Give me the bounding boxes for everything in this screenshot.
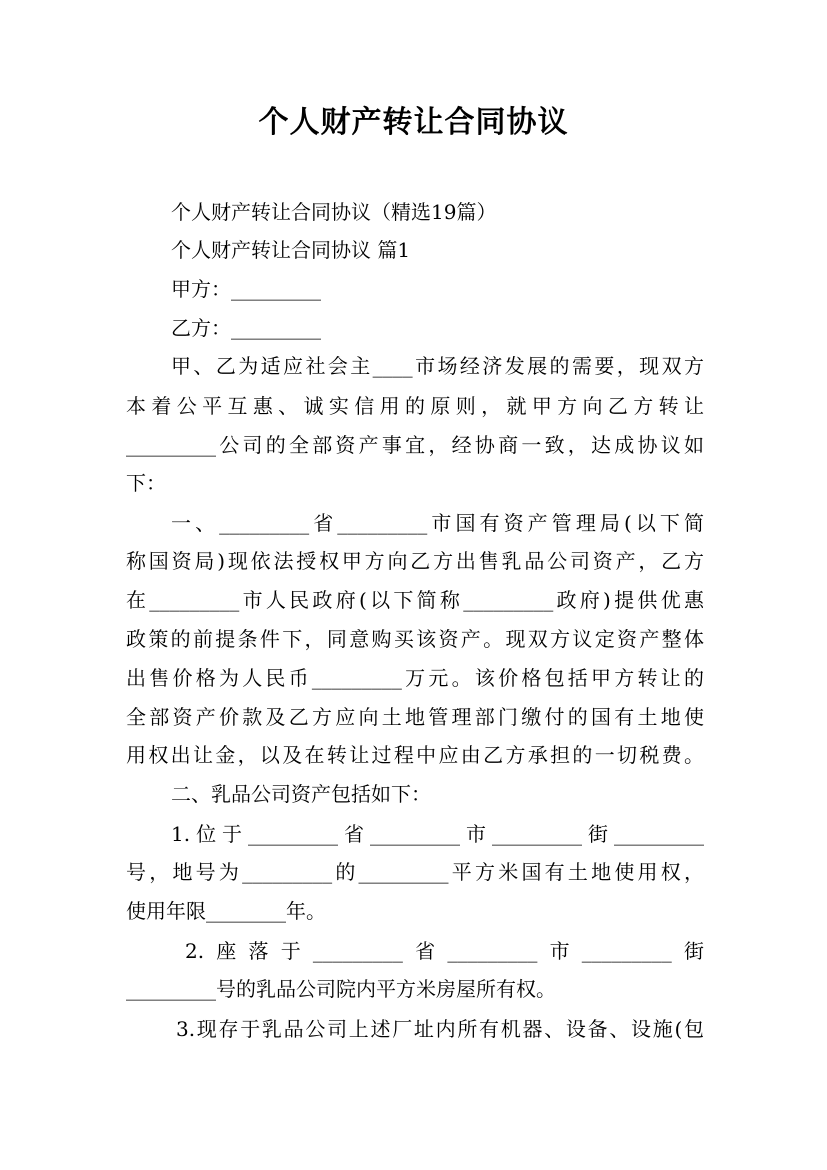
clause-one-line: 在_________市人民政府(以下简称_________政府)提供优惠 bbox=[126, 588, 704, 612]
clause-one-line: 出售价格为人民币_________万元。该价格包括甲方转让的 bbox=[126, 666, 704, 690]
party-a-line: 甲方：_________ bbox=[171, 277, 321, 301]
clause-one-line: 一、_________省_________市国有资产管理局(以下简 bbox=[171, 511, 704, 535]
clause-one-line: 政策的前提条件下，同意购买该资产。现双方议定资产整体 bbox=[126, 627, 704, 651]
item-one-line: 使用年限________年。 bbox=[126, 899, 326, 923]
paragraph-line: 甲、乙为适应社会主____市场经济发展的需要，现双方 bbox=[171, 354, 704, 378]
party-b-line: 乙方：_________ bbox=[171, 316, 321, 340]
clause-one-line: 全部资产价款及乙方应向土地管理部门缴付的国有土地使 bbox=[126, 705, 704, 729]
clause-two-heading: 二、乳品公司资产包括如下： bbox=[171, 782, 431, 806]
item-three-line: 3.现存于乳品公司上述厂址内所有机器、设备、设施(包 bbox=[176, 1017, 704, 1041]
subtitle-line: 个人财产转让合同协议（精选19篇） bbox=[171, 200, 497, 224]
clause-one-line: 称国资局)现依法授权甲方向乙方出售乳品公司资产，乙方 bbox=[126, 549, 704, 573]
item-two-line: _________号的乳品公司院内平方米房屋所有权。 bbox=[126, 977, 556, 1001]
clause-one-line: 用权出让金，以及在转让过程中应由乙方承担的一切税费。 bbox=[126, 743, 704, 767]
document-title: 个人财产转让合同协议 bbox=[258, 105, 569, 140]
section-heading: 个人财产转让合同协议 篇1 bbox=[171, 238, 411, 262]
paragraph-line: _________公司的全部资产事宜，经协商一致，达成协议如 bbox=[126, 433, 704, 457]
item-one-line: 1.位于_________省_________市_________街_________ bbox=[171, 822, 704, 846]
paragraph-line: 本着公平互惠、诚实信用的原则，就甲方向乙方转让 bbox=[126, 394, 704, 418]
item-one-line: 号，地号为_________的_________平方米国有土地使用权， bbox=[126, 860, 704, 884]
paragraph-line: 下： bbox=[126, 471, 166, 495]
item-two-line: 2.座落于_________省_________市_________街 bbox=[185, 939, 704, 963]
